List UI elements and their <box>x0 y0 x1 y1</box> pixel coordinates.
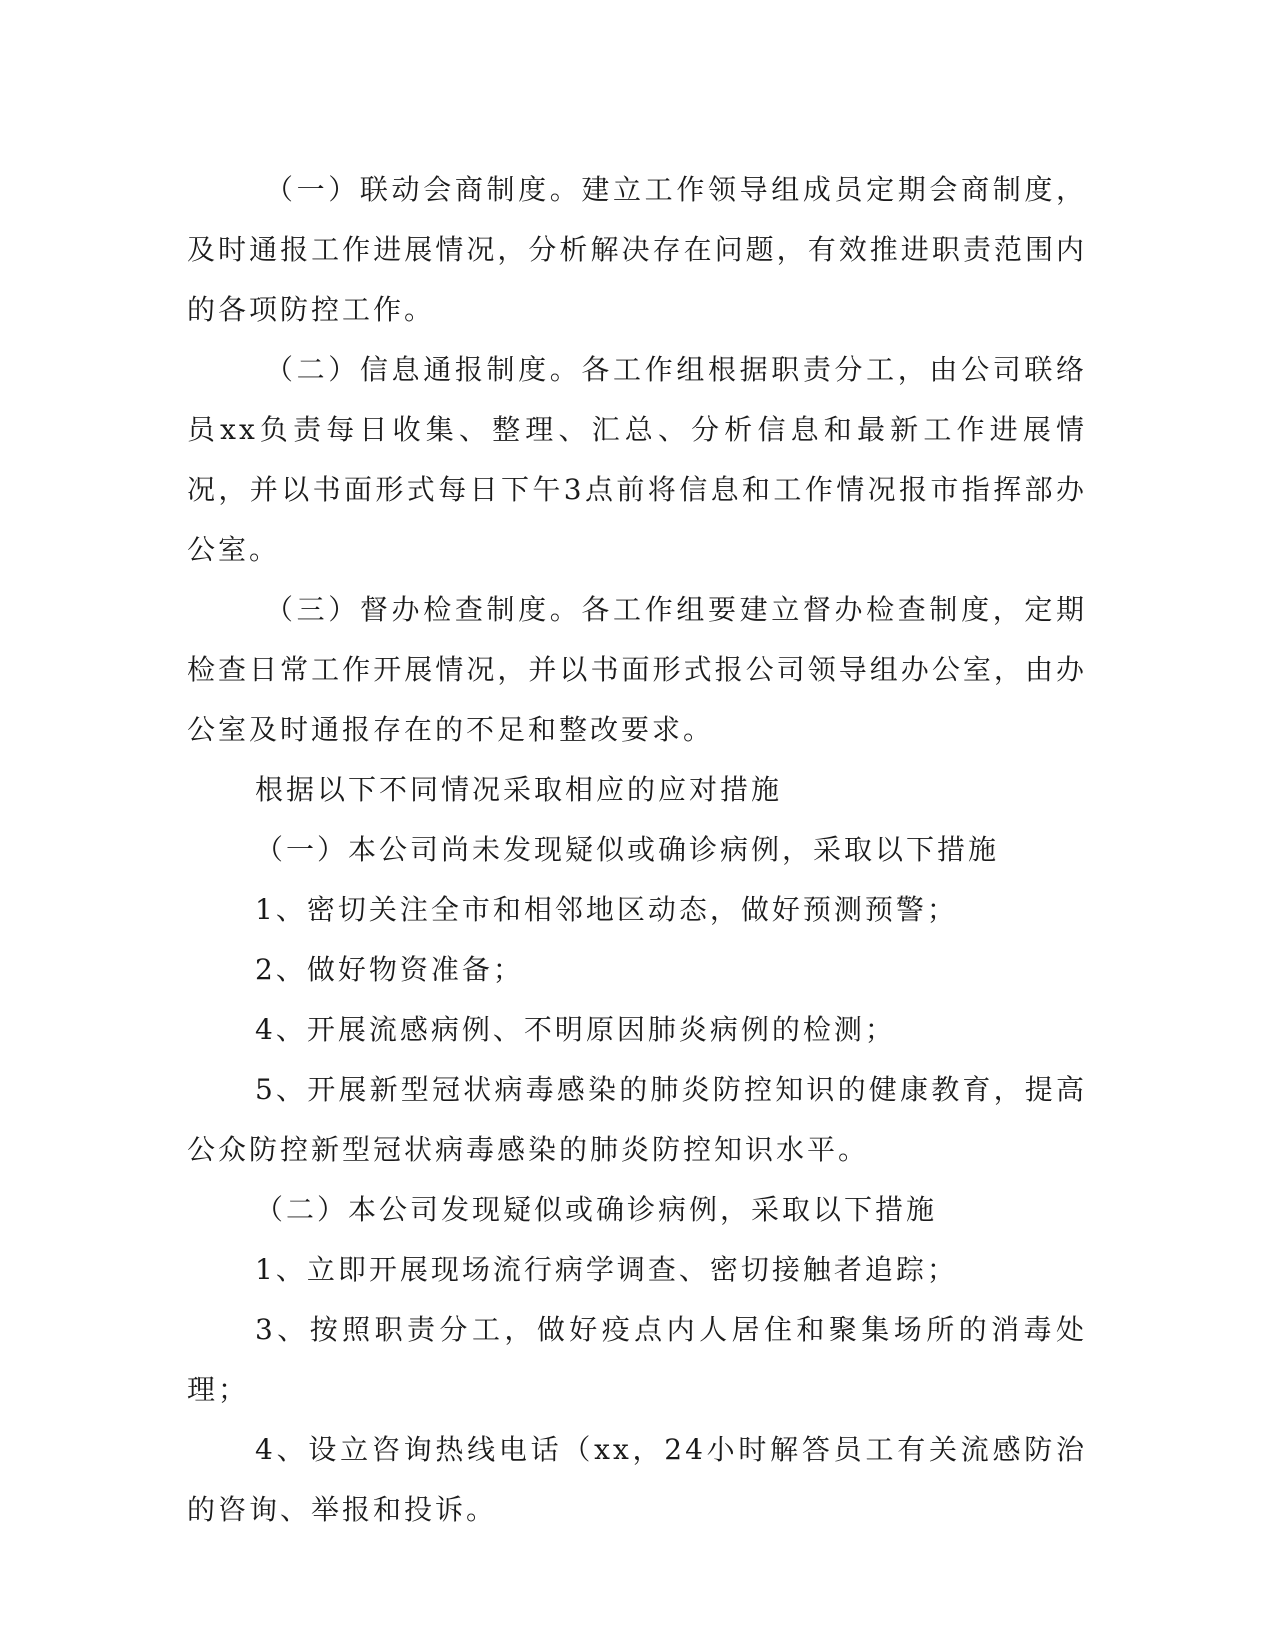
paragraph-information-reporting: （二）信息通报制度。各工作组根据职责分工，由公司联络员xx负责每日收集、整理、汇总、分析信息和最新工作进展情况，并以书面形式每日下午3点前将信息和工作情况报市指挥部办公室。 <box>187 353 1087 566</box>
paragraph-case-none-heading: （一）本公司尚未发现疑似或确诊病例，采取以下措施 <box>255 833 1000 866</box>
list-item: 2、做好物资准备； <box>255 953 524 986</box>
paragraph-linkage-consultation: （一）联动会商制度。建立工作领导组成员定期会商制度，及时通报工作进展情况，分析解决存在问题，有效推进职责范围内的各项防控工作。 <box>187 173 1087 326</box>
list-item: 1、密切关注全市和相邻地区动态，做好预测预警； <box>255 893 958 926</box>
list-item: 1、立即开展现场流行病学调查、密切接触者追踪； <box>255 1253 958 1286</box>
paragraph-measures-intro: 根据以下不同情况采取相应的应对措施 <box>255 773 783 806</box>
paragraph-supervision-inspection: （三）督办检查制度。各工作组要建立督办检查制度，定期检查日常工作开展情况，并以书面形式报公司领导组办公室，由办公室及时通报存在的不足和整改要求。 <box>187 593 1087 746</box>
paragraph-case-found-heading: （二）本公司发现疑似或确诊病例，采取以下措施 <box>255 1193 938 1226</box>
list-item: 4、开展流感病例、不明原因肺炎病例的检测； <box>255 1013 896 1046</box>
list-item: 5、开展新型冠状病毒感染的肺炎防控知识的健康教育，提高公众防控新型冠状病毒感染的肺炎防控知识水平。 <box>187 1073 1087 1166</box>
list-item: 3、按照职责分工，做好疫点内人居住和聚集场所的消毒处理； <box>187 1313 1087 1406</box>
list-item: 4、设立咨询热线电话（xx，24小时解答员工有关流感防治的咨询、举报和投诉。 <box>187 1433 1087 1526</box>
document-body <box>187 160 1087 1540</box>
